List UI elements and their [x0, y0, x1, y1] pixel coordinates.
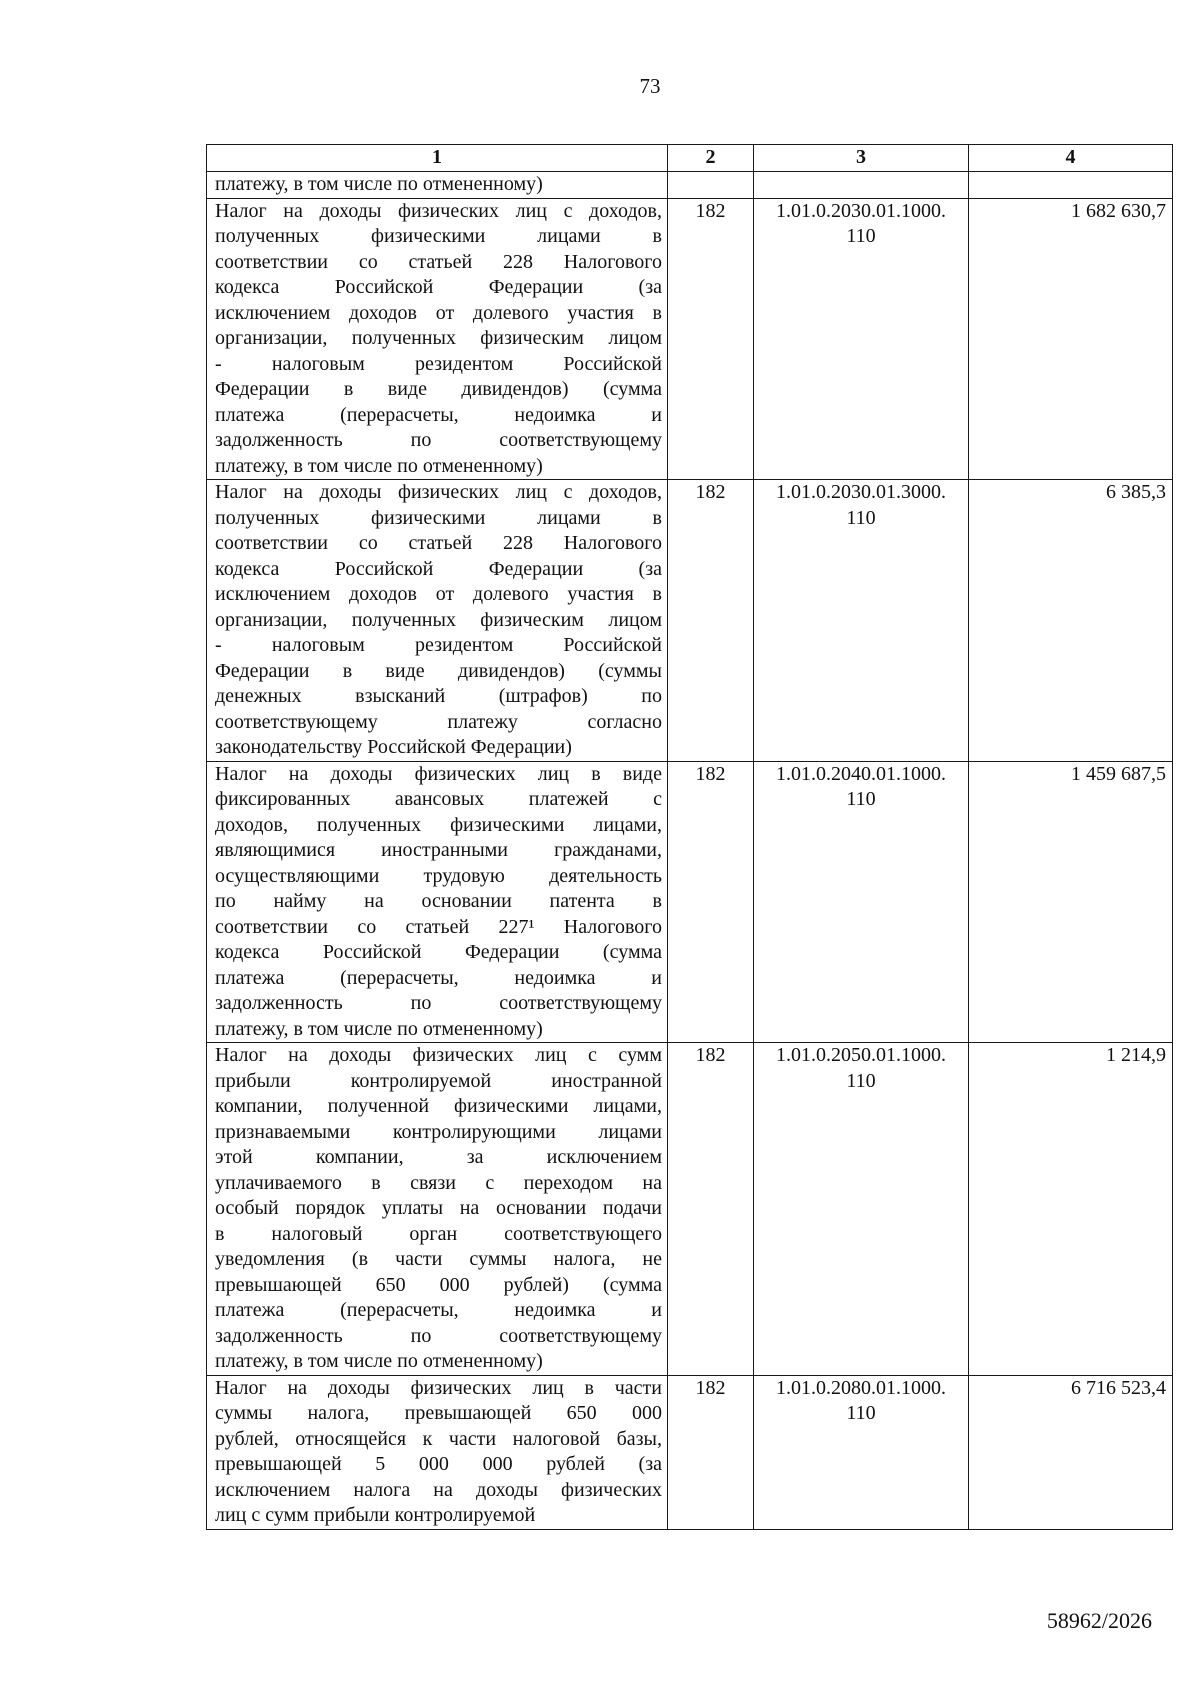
revenue-name-line: - налоговым резидентом Российской — [215, 352, 662, 375]
revenue-name-line: доходов, полученных физическими лицами, — [215, 813, 662, 836]
table-row — [207, 1043, 1173, 1376]
classification-code-line: 110 — [846, 788, 876, 810]
revenue-name-line: Налог на доходы физических лиц с доходов, — [215, 481, 662, 503]
amount-cell: 6 716 523,4 — [969, 1375, 1173, 1529]
revenue-name-line: кодекса Российской Федерации (сумма — [215, 941, 662, 963]
classification-code-line: 110 — [846, 1402, 876, 1424]
table-row — [207, 480, 1173, 762]
revenue-name-line: Федерации в виде дивидендов) (сумма — [215, 378, 662, 400]
revenue-name-line: по найму на основании патента в — [215, 890, 662, 912]
budget-classification-code-cell — [754, 1375, 969, 1529]
administrator-code-cell: 182 — [668, 480, 754, 762]
table-body — [207, 172, 1173, 1530]
header-col-2: 2 — [668, 145, 754, 172]
amount-cell: 1 214,9 — [969, 1043, 1173, 1376]
revenue-name-line: особый порядок уплаты на основании подачи — [215, 1197, 662, 1219]
amount-cell — [969, 172, 1173, 199]
revenue-name-line: Федерации в виде дивидендов) (суммы — [215, 659, 662, 682]
revenue-name-line: прибыли контролируемой иностранной — [215, 1069, 662, 1092]
revenue-name-line: Налог на доходы физических лиц в виде — [215, 762, 662, 785]
header-col-3: 3 — [754, 145, 969, 172]
revenue-name-line: фиксированных авансовых платежей с — [215, 788, 662, 810]
revenue-name-line: уплачиваемого в связи с переходом на — [215, 1171, 662, 1194]
revenue-name-line: платежу, в том числе по отмененному) — [215, 1350, 543, 1372]
revenue-name-line: задолженность по соответствующему — [215, 1324, 662, 1347]
administrator-code-cell — [668, 172, 754, 199]
revenue-name-cell — [207, 480, 668, 762]
budget-classification-code-cell — [754, 172, 969, 199]
revenue-name-line: соответствующему платежу согласно — [215, 710, 662, 733]
revenue-name-line: организации, полученных физическим лицом — [215, 608, 662, 631]
revenue-name-line: полученных физическими лицами в — [215, 225, 662, 247]
document-registration-number: 58962/2026 — [1046, 1608, 1152, 1633]
revenue-name-line: задолженность по соответствующему — [215, 429, 662, 451]
amount-cell: 6 385,3 — [969, 480, 1173, 762]
classification-code-line: 1.01.0.2040.01.1000. — [776, 762, 946, 785]
administrator-code-cell: 182 — [668, 1043, 754, 1376]
revenue-name-line: превышающей 650 000 рублей) (сумма — [215, 1273, 662, 1296]
revenue-name-line: уведомления (в части суммы налога, не — [215, 1248, 662, 1270]
revenue-name-line: законодательству Российской Федерации) — [215, 736, 572, 758]
revenue-name-line: соответствии со статьей 227¹ Налогового — [215, 915, 662, 938]
header-col-1: 1 — [207, 145, 668, 172]
revenue-name-line: соответствии со статьей 228 Налогового — [215, 532, 662, 554]
revenue-name-line: соответствии со статьей 228 Налогового — [215, 250, 662, 273]
revenue-name-line: кодекса Российской Федерации (за — [215, 276, 662, 298]
revenue-name-line: платежа (перерасчеты, недоимка и — [215, 966, 662, 989]
revenue-name-line: платежа (перерасчеты, недоимка и — [215, 1299, 662, 1321]
revenue-name-line: Налог на доходы физических лиц с доходов, — [215, 199, 662, 222]
revenue-name-line: осуществляющими трудовую деятельность — [215, 864, 662, 887]
classification-code-line: 1.01.0.2050.01.1000. — [776, 1044, 946, 1066]
table-row — [207, 172, 1173, 199]
revenue-name-line: кодекса Российской Федерации (за — [215, 557, 662, 580]
administrator-code-cell: 182 — [668, 1375, 754, 1529]
table-row — [207, 198, 1173, 480]
revenue-name-line: платежу, в том числе по отмененному) — [215, 454, 543, 477]
revenue-name-line: исключением налога на доходы физических — [215, 1478, 662, 1501]
budget-classification-code-cell — [754, 198, 969, 480]
budget-revenue-table — [206, 144, 1173, 1530]
revenue-name-line: являющимися иностранными гражданами, — [215, 839, 662, 861]
revenue-name-line: признаваемыми контролирующими лицами — [215, 1120, 662, 1143]
revenue-name-line: исключением доходов от долевого участия в — [215, 301, 662, 324]
revenue-name-line: Налог на доходы физических лиц в части — [215, 1376, 662, 1399]
revenue-name-line: Налог на доходы физических лиц с сумм — [215, 1044, 662, 1066]
header-col-4: 4 — [969, 145, 1173, 172]
classification-code-line: 110 — [846, 1069, 876, 1092]
revenue-name-line: суммы налога, превышающей 650 000 — [215, 1402, 662, 1424]
revenue-name-cell — [207, 1043, 668, 1376]
classification-code-line: 1.01.0.2030.01.1000. — [776, 199, 946, 222]
revenue-name-line: платежу, в том числе по отмененному) — [215, 173, 543, 195]
revenue-name-line: рублей, относящейся к части налоговой базы, — [215, 1427, 662, 1450]
revenue-name-line: компании, полученной физическими лицами, — [215, 1095, 662, 1117]
table-header-row — [207, 145, 1173, 172]
table-row — [207, 1375, 1173, 1529]
revenue-name-cell — [207, 761, 668, 1043]
classification-code-line: 1.01.0.2080.01.1000. — [776, 1376, 946, 1399]
revenue-name-line: лиц с сумм прибыли контролируемой — [215, 1504, 536, 1526]
revenue-name-line: задолженность по соответствующему — [215, 992, 662, 1014]
budget-classification-code-cell — [754, 761, 969, 1043]
administrator-code-cell: 182 — [668, 761, 754, 1043]
budget-classification-code-cell — [754, 1043, 969, 1376]
revenue-name-line: исключением доходов от долевого участия в — [215, 583, 662, 605]
amount-cell: 1 682 630,7 — [969, 198, 1173, 480]
administrator-code-cell: 182 — [668, 198, 754, 480]
revenue-name-line: превышающей 5 000 000 рублей (за — [215, 1453, 662, 1475]
revenue-name-cell — [207, 172, 668, 199]
revenue-name-line: платежа (перерасчеты, недоимка и — [215, 403, 662, 426]
budget-classification-code-cell — [754, 480, 969, 762]
revenue-name-cell — [207, 1375, 668, 1529]
revenue-name-line: в налоговый орган соответствующего — [215, 1222, 662, 1245]
revenue-name-line: организации, полученных физическим лицом — [215, 327, 662, 349]
classification-code-line: 110 — [846, 506, 876, 529]
revenue-name-cell — [207, 198, 668, 480]
revenue-name-line: денежных взысканий (штрафов) по — [215, 685, 662, 707]
page-number: 73 — [639, 74, 661, 98]
revenue-name-line: этой компании, за исключением — [215, 1146, 662, 1168]
amount-cell: 1 459 687,5 — [969, 761, 1173, 1043]
classification-code-line: 1.01.0.2030.01.3000. — [776, 481, 946, 503]
revenue-name-line: платежу, в том числе по отмененному) — [215, 1017, 543, 1040]
revenue-name-line: - налоговым резидентом Российской — [215, 634, 662, 656]
table-row — [207, 761, 1173, 1043]
classification-code-line: 110 — [846, 225, 876, 247]
revenue-name-line: полученных физическими лицами в — [215, 506, 662, 529]
